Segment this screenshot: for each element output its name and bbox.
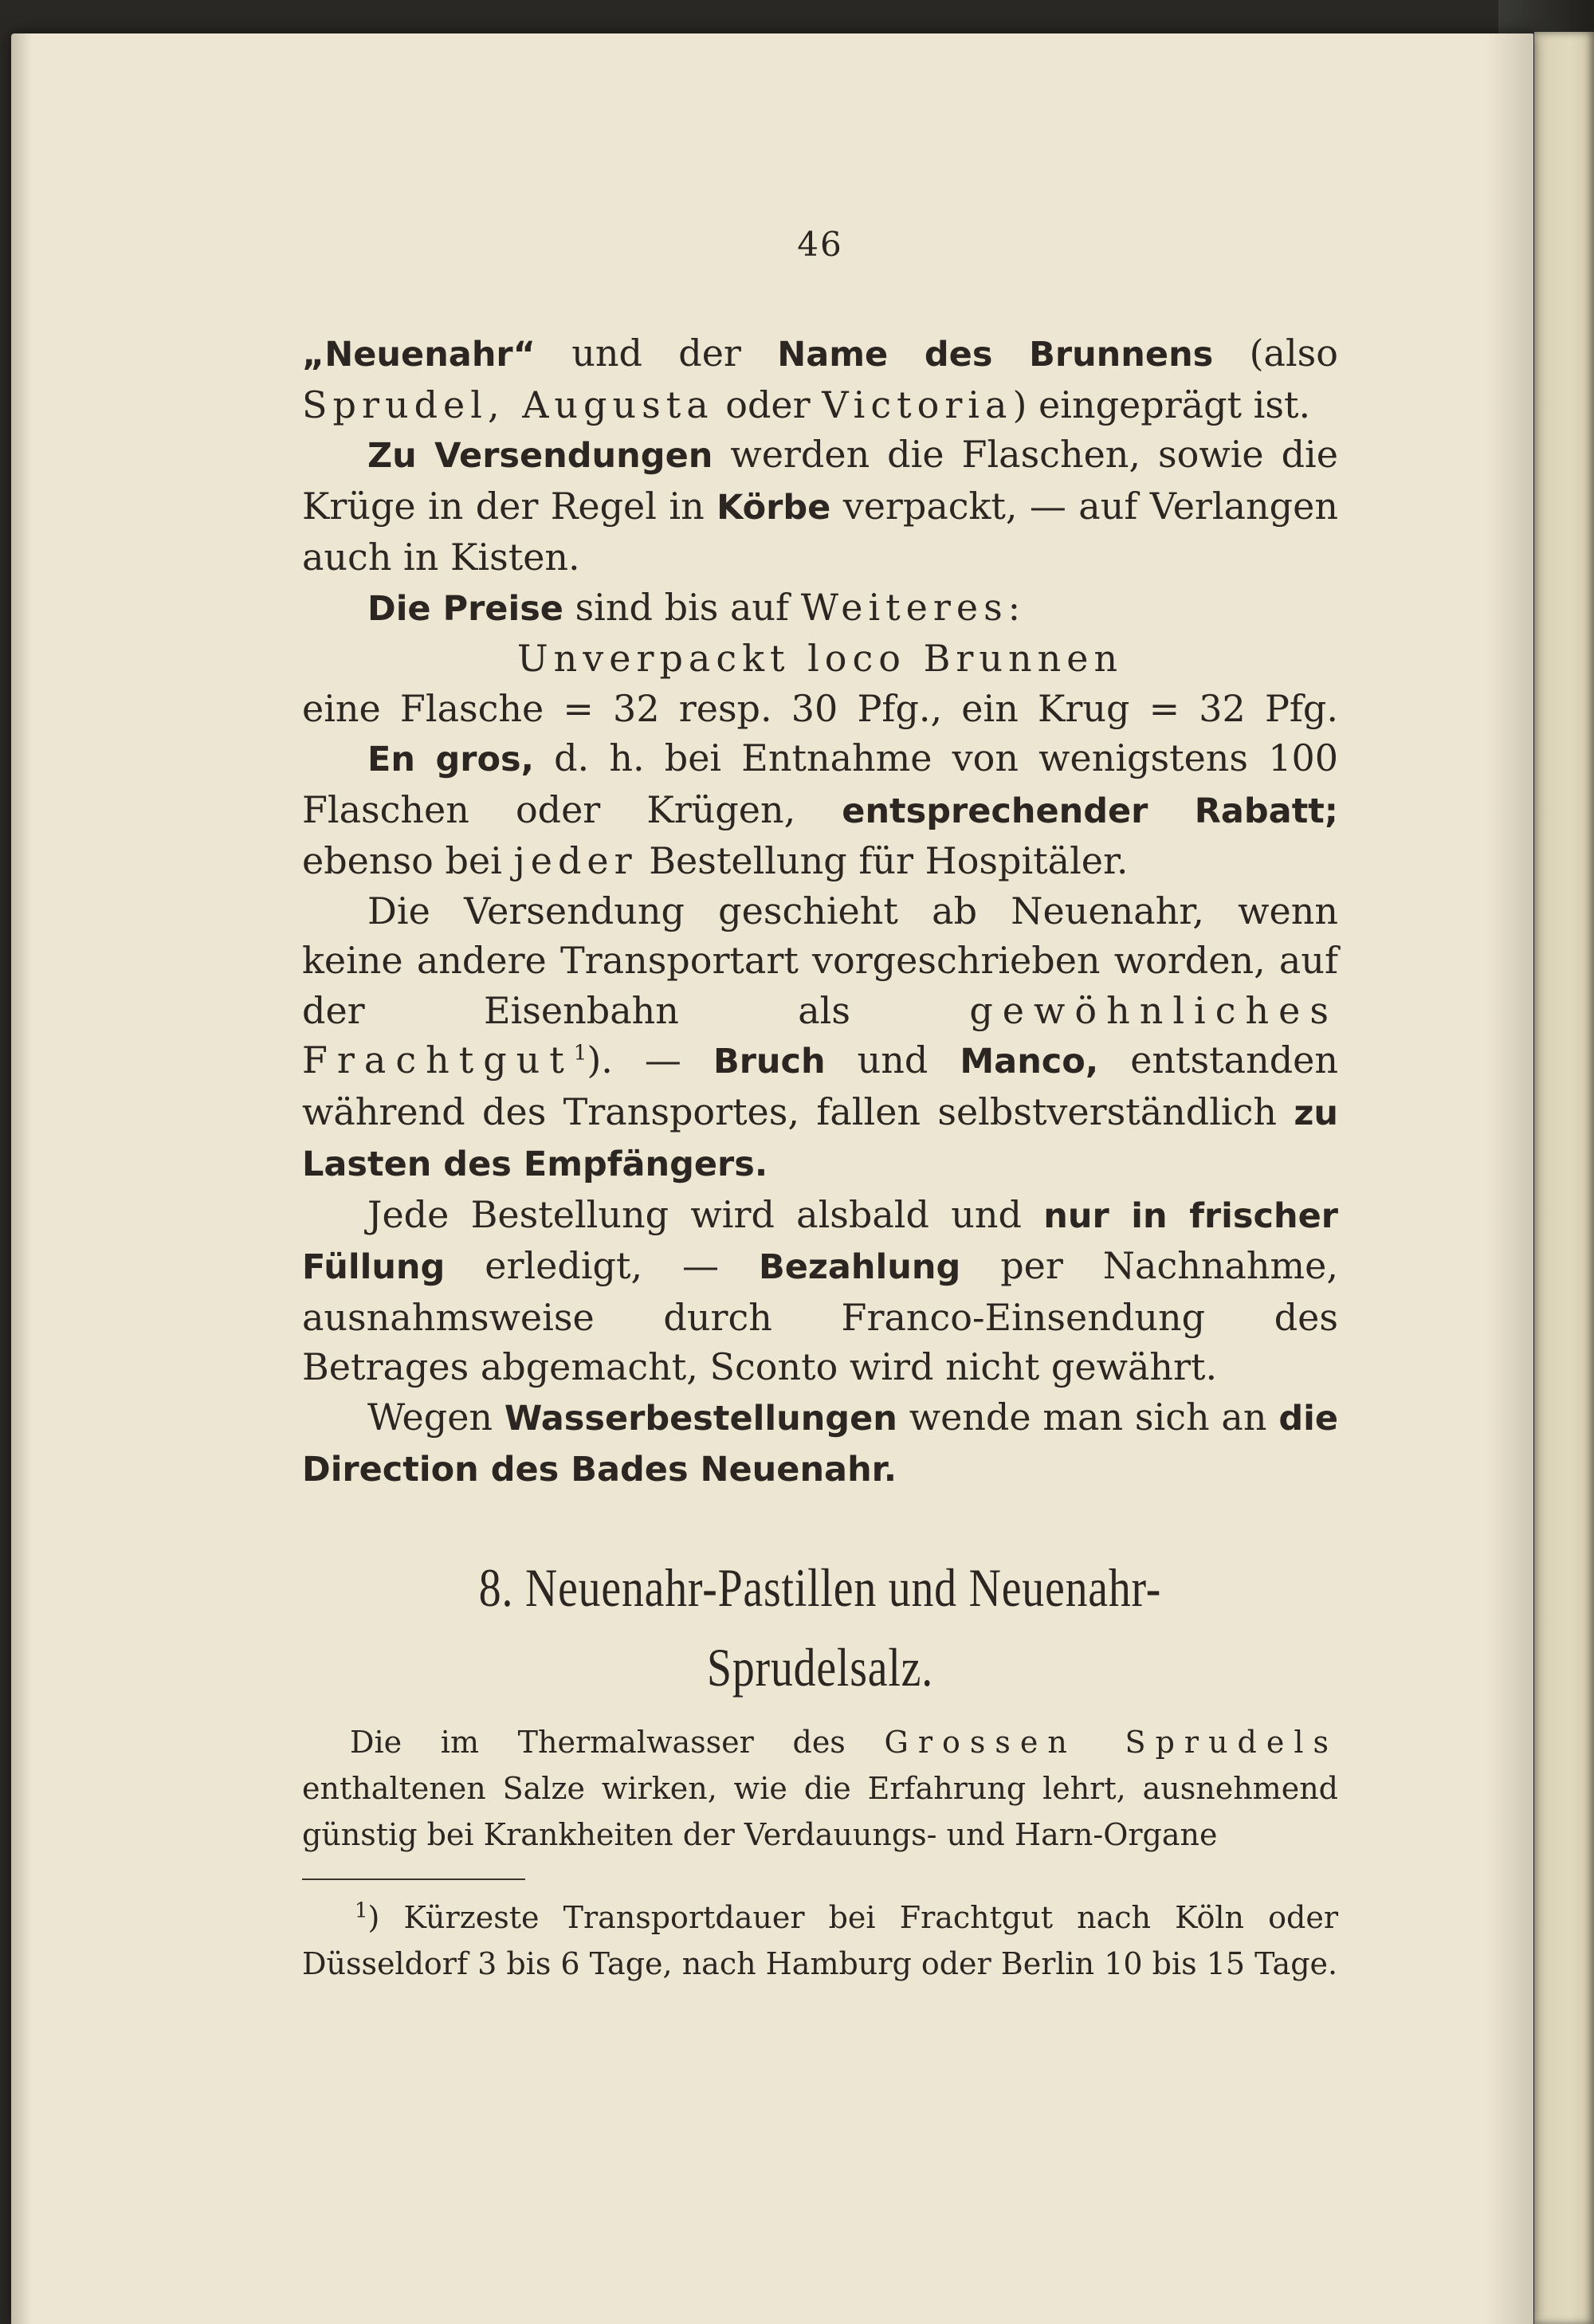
text-run: enthaltenen Salze wirken, wie die Erfahrung lehrt, ausnehmend günstig bei Krankheiten der Verdauungs- und Harn-Organe: [302, 1771, 1338, 1852]
text-frachtgut: gewöhnliches Frachtgut: [302, 988, 1338, 1082]
text-run: ebenso bei: [302, 839, 514, 882]
text-run: ) eingeprägt ist.: [1012, 383, 1311, 426]
text-manco: Manco,: [960, 1042, 1099, 1082]
paragraph-prices-intro: [302, 583, 1338, 634]
text-run: Die Versendung geschieht ab Neuenahr, wenn keine andere Transportart vorgeschrieben worden, auf der Eisenbahn als: [302, 889, 1338, 1032]
text-bruch: Bruch: [713, 1042, 826, 1082]
text-run: und der: [535, 332, 778, 375]
footnote: [302, 1894, 1338, 1987]
text-run: wende man sich an: [897, 1395, 1279, 1439]
text-zu-versendungen: Zu Versendungen: [367, 436, 713, 476]
text-zu-lasten: zu Lasten des Empfängers.: [302, 1093, 1338, 1184]
footnote-ref[interactable]: 1: [573, 1041, 587, 1066]
section-heading-line-1: 8. Neuenahr-Pastillen und Neuenahr-: [478, 1557, 1162, 1618]
text-run: Bestellung für Hospitäler.: [637, 839, 1129, 882]
text-sprudel-augusta: Sprudel, Augusta: [302, 383, 714, 426]
text-run: d. h. bei Entnahme von wenigstens 100 Flaschen oder Krügen,: [302, 736, 1338, 831]
section-heading: [395, 1548, 1245, 1707]
page-shadow-left: [11, 33, 32, 2324]
paragraph-shipping: [302, 886, 1338, 1190]
text-run: werden die Flaschen, sowie die Krüge in der Regel in: [302, 433, 1338, 528]
text-run: per Nachnahme, ausnahmsweise durch Franco-Einsendung des Betrages abgemacht, Sconto wird nicht gewährt.: [302, 1244, 1338, 1388]
text-run: sind bis auf: [563, 585, 801, 629]
text-run: Die im Thermalwasser des: [350, 1725, 885, 1760]
text-jeder: jeder: [513, 839, 638, 882]
footnote-mark: 1: [355, 1898, 368, 1923]
page-gutter-shadow: [1486, 33, 1533, 2324]
text-frische-fuellung: nur in frischer Füllung: [302, 1195, 1338, 1287]
price-heading-unverpackt: Unverpackt loco Brunnen: [516, 637, 1124, 680]
paragraph-pastillen: [302, 1719, 1338, 1858]
text-grossen-sprudels: Grossen Sprudels: [884, 1725, 1339, 1760]
paragraph-en-gros: [302, 733, 1338, 886]
text-run: verpackt, — auf Verlangen auch in Kisten.: [302, 484, 1338, 579]
text-neuenahr: „Neuenahr“: [302, 335, 536, 375]
text-en-gros: En gros,: [367, 740, 534, 779]
text-koerbe: Körbe: [717, 487, 831, 528]
text-victoria: Victoria: [822, 383, 1013, 426]
section-heading-line-2: Sprudelsalz.: [707, 1637, 933, 1698]
price-line: eine Flasche = 32 resp. 30 Pfg., ein Krug = 32 Pfg.: [302, 686, 1338, 730]
text-run: Jede Bestellung wird alsbald und: [367, 1192, 1044, 1236]
text-run: entstanden während des Transportes, fallen selbstverständlich: [302, 1038, 1338, 1133]
paragraph-brand-imprint: [302, 328, 1338, 430]
text-direction: die Direction des Bades Neuenahr.: [302, 1398, 1338, 1490]
body-text: [302, 328, 1338, 1495]
footnote-text: ) Kürzeste Transportdauer bei Frachtgut nach Köln oder Düsseldorf 3 bis 6 Tage, nach Hamburg oder Berlin 10 bis 15 Tage.: [302, 1900, 1338, 1981]
text-run: und: [825, 1038, 960, 1082]
paragraph-packaging: [302, 430, 1338, 583]
text-run: oder: [713, 383, 823, 426]
page-number: 46: [797, 225, 843, 264]
text-run: (also: [1213, 332, 1338, 375]
book-page: [11, 33, 1533, 2324]
text-run: erledigt, —: [445, 1244, 759, 1287]
text-rabatt: entsprechender Rabatt;: [842, 791, 1339, 831]
text-weiteres: Weiteres:: [800, 585, 1027, 629]
text-run: Wegen: [367, 1395, 505, 1439]
text-wasserbestellungen: Wasserbestellungen: [504, 1398, 897, 1439]
footnote-divider: [302, 1878, 525, 1880]
paragraph-water-orders: [302, 1392, 1338, 1495]
next-page-edge: [1534, 32, 1594, 2324]
text-name-des-brunnens: Name des Brunnens: [777, 335, 1214, 375]
text-die-preise: Die Preise: [367, 588, 563, 629]
paragraph-order-payment: [302, 1190, 1338, 1392]
text-run: ). —: [587, 1038, 713, 1082]
text-bezahlung: Bezahlung: [758, 1247, 961, 1287]
